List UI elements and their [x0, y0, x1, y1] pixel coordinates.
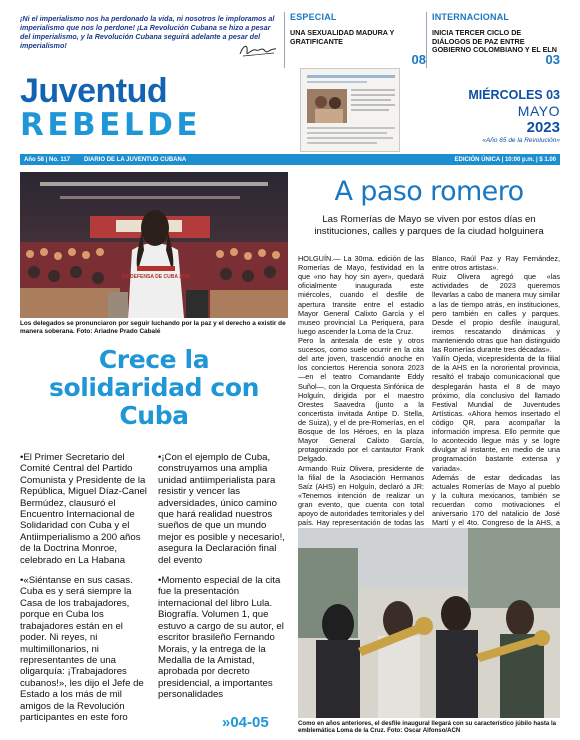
parade-photo-image — [298, 528, 560, 718]
feature-paragraph: Además de estar dedicadas las actuales Romerías de Mayo al pueblo y la cultura mexicanos, también se recuerdan como motivaciones el aniversario 170 del natalicio de José Martí y el 4to. Congreso de la AHS, a — [432, 472, 560, 528]
lead-column-1 — [20, 452, 152, 732]
photo-credit: Foto: Ariadne Prado Cabalé — [76, 328, 161, 335]
promo-kicker: ESPECIAL — [290, 12, 337, 22]
signature-icon — [238, 42, 278, 58]
issue-weekday: MIÉRCOLES 03 — [468, 88, 560, 102]
divider — [426, 12, 427, 68]
promo-headline: UNA SEXUALIDAD MADURA Y GRATIFICANTE — [290, 28, 395, 46]
feature-paragraph: Pero la antesala de este y otros sucesos, como suele ocurrir en la cita del arte joven, trascendió anoche en los conciertos Herencia sonora 2023 —en el teatro Comandante Eddy Suñol—, con la Orquesta Sinfónica de Holguín, dirigida por el maestro Orestes Saavedra (junto a la concertista invitada Antipe D. Stella, de Suiza), y el de pre-Romerías, en el Bosque de los Héroes, en la plaza Mayor General Calixto García, protagonizado por el cantautor Frank Delgado. — [298, 335, 424, 464]
lead-bullet: •Momento especial de la cita fue la presentación internacional del libro Lula. Biografía. Volumen 1, que estuvo a cargo de su autor, el escritor brasileño Fernando Morais, y la entrega de la Medalla de la Amistad, aprobada por decreto presidencial, a importantes personalidades — [158, 575, 284, 701]
top-quote: ¡Ni el imperialismo nos ha perdonado la vida, ni nosotros le imploramos al imperialismo que nos lo perdone! ¡La Revolución Cubana se hizo a pesar del imperialismo, y la Revolución Cubana seguirá adelante a pesar del imperialismo! — [20, 14, 275, 50]
promo-headline: INICIA TERCER CICLO DE DIÁLOGOS DE PAZ ENTRE GOBIERNO COLOMBIANO Y EL ELN — [432, 28, 557, 55]
lead-bullet: •¡Con el ejemplo de Cuba, construyamos una amplia unidad antiimperialista para resistir y vencer las adversidades, único camino que hará realidad nuestros sueños de que un mundo mejor es posible y necesario!, asegura la Declaración final del evento — [158, 452, 285, 566]
lead-bullet: •El Primer Secretario del Comité Central del Partido Comunista y Presidente de la República, Miguel Díaz-Canel Bermúdez, clausuró el Encuentro Internacional de Solidaridad con Cuba y el Antiimperialismo a 200 años de la Doctrina Monroe, celebrado en La Habana — [20, 452, 147, 566]
feature-paragraph: Yailín Ojeda, vicepresidenta de la filial de la AHS en la nororiental provincia, resaltó el trabajo comunicacional que desplegarán hasta el 8 de mayo próximo, día conclusivo del llamado Festival Mundial de Juventudes Artísticas. «Ahora hemos insertado el código QR, para acompañar la información impresa. Ello permite que lo acontecido llegue más y se logre divulgar al instante, en medio de una programación bastante extensa y variada». — [432, 354, 560, 473]
promo-especial[interactable] — [290, 12, 426, 67]
issue-year: 2023 — [526, 119, 560, 136]
promo-page-number: 03 — [545, 52, 560, 67]
feature-paragraph: Armando Ruiz Olivera, presidente de la filial de la Asociación Hermanos Saíz (AHS) en Holguín, declaró a JR: «Tenemos intención de realizar un gran evento, que cuenta con total apoyo de autoridades territoriales y del país. Hay representación de todas las — [298, 463, 424, 528]
shirt-text: EN DEFENSA DE CUBA 2023 — [121, 274, 191, 280]
lead-headline[interactable]: Crece la solidaridad con Cuba — [48, 345, 260, 430]
feature-photo-caption — [298, 720, 560, 735]
feature-paragraph: Ruiz Olivera agregó que «las actividades de 2023 queremos llevarlas a cabo de manera muy similar a las de tiempo atrás, en instituciones, pero también en calles y parques. Desde el propio desfile inaugural, iremos rescatando dinámicas y manteniendo otras que han distinguido las Romerías durante tres décadas». — [432, 272, 560, 355]
feature-headline[interactable]: A paso romero — [334, 176, 524, 207]
feature-paragraph: Blanco, Raúl Paz y Ray Fernández, entre otros artistas». — [432, 254, 560, 273]
issue-number: Año 58 | No. 117 — [24, 156, 71, 163]
promo-page-number: 08 — [411, 52, 426, 67]
promo-thumbnail[interactable] — [300, 68, 400, 152]
feature-body-column-2 — [432, 254, 560, 555]
revolution-anniversary: «Año 65 de la Revolución» — [482, 137, 560, 144]
lead-photo-caption — [20, 320, 288, 336]
feature-paragraph: HOLGUÍN.— La 30ma. edición de las Romerías de Mayo, festividad en la que «no hay hoy sin ayer», quedará oficialmente inaugurada este miércoles, cuando el desfile de apertura transite entre el estadio Mayor General Calixto García y el museo provincial La Periquera, para luego ascender la Loma de la Cruz. — [298, 254, 424, 336]
assembly-photo-image — [20, 172, 288, 318]
lead-photo — [20, 172, 288, 318]
issue-month: MAYO — [517, 103, 560, 119]
issue-date — [468, 88, 560, 144]
feature-photo — [298, 528, 560, 718]
lead-column-2 — [158, 452, 290, 710]
promo-internacional[interactable] — [432, 12, 560, 67]
masthead-logo-line2: REBELDE — [20, 107, 202, 143]
page-thumbnail-image — [301, 69, 400, 152]
masthead-logo-line1: Juventud — [20, 72, 168, 110]
newspaper-tagline: DIARIO DE LA JUVENTUD CUBANA — [84, 156, 187, 163]
lead-bullet: •«Siéntanse en sus casas. Cuba es y será siempre la Casa de los trabajadores, porque en Cuba los trabajadores están en el poder. Ni reyes, ni multimillonarios, ni representantes de una oligarquía: ¡Trabajadores cubanos!», les dijo el Jefe de Estado a los más de mil amigos de la Revolución participantes en este foro — [20, 575, 144, 723]
info-bar — [20, 154, 560, 165]
edition-price: EDICIÓN ÚNICA | 10:00 p.m. | $ 1.00 — [454, 156, 556, 163]
photo-credit: Foto: Oscar Alfonso/ACN — [387, 727, 461, 735]
caption-text: Los delegados se pronunciaron por seguir luchando por la paz y el derecho a existir de manera soberana. — [20, 320, 286, 335]
feature-body-column-1 — [298, 254, 424, 573]
caption-text: Como en años anteriores, el desfile inaugural llegará con su característico júbilo hasta la emblemática Loma de la Cruz. — [298, 720, 557, 735]
continued-pages-link[interactable]: »04-05 — [222, 714, 269, 731]
divider — [284, 12, 285, 68]
feature-deck: Las Romerías de Mayo se viven por estos días en instituciones, calles y parques de la ciudad holguinera — [314, 214, 544, 238]
promo-kicker: INTERNACIONAL — [432, 12, 510, 22]
